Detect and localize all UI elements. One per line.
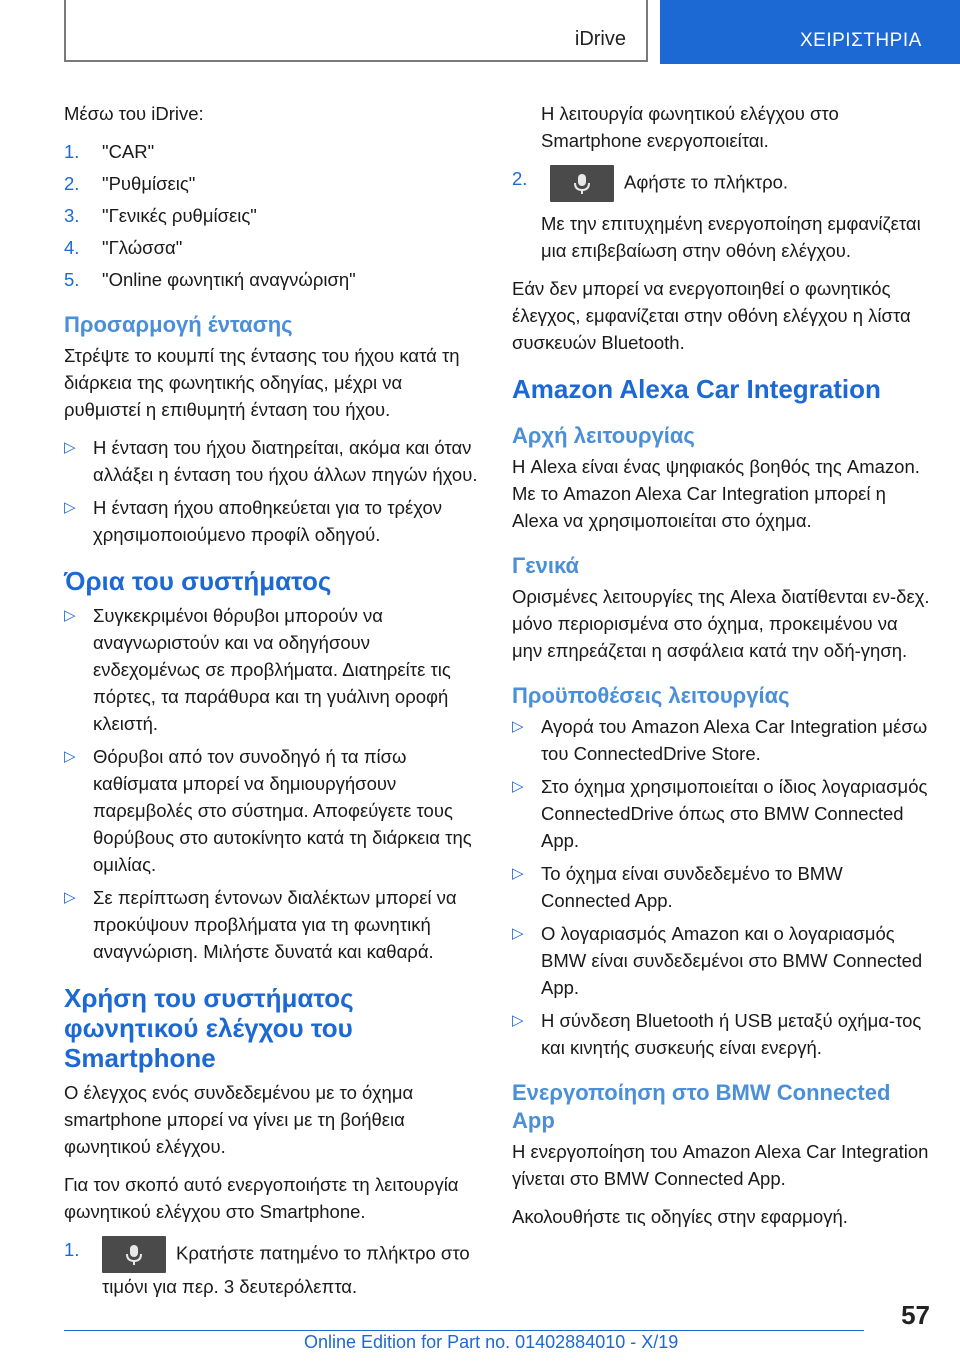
header-chapter-tab: ΧΕΙΡΙΣΤΗΡΙΑ xyxy=(660,0,960,64)
triangle-right-outline-icon: ▷ xyxy=(512,865,524,882)
smartphone-steps xyxy=(64,1236,480,1300)
step-text: "CAR" xyxy=(102,141,155,162)
list-item xyxy=(64,743,480,878)
page-number: 57 xyxy=(901,1300,930,1330)
bullet-text: Στο όχημα χρησιμοποιείται ο ίδιος λογαριασμός ConnectedDrive όπως στο BMW Connected App. xyxy=(541,776,928,851)
list-item xyxy=(64,1236,480,1300)
bullet-text: Αγορά του Amazon Alexa Car Integration μέσω του ConnectedDrive Store. xyxy=(541,716,928,764)
list-item xyxy=(64,138,480,165)
triangle-right-outline-icon: ▷ xyxy=(64,439,76,456)
bullet-text: Η ένταση του ήχου διατηρείται, ακόμα και όταν αλλάξει η ένταση του ήχου άλλων πηγών ήχου. xyxy=(93,437,478,485)
smartphone-steps-continued xyxy=(512,165,932,202)
prereq-bullets xyxy=(512,713,932,1061)
microphone-icon xyxy=(124,1244,144,1266)
intro-text: Μέσω του iDrive: xyxy=(64,103,204,124)
step2-result: Με την επιτυχημένη ενεργοποίηση εμφανίζεται μια επιβεβαίωση στην οθόνη ελέγχου. xyxy=(541,213,921,261)
activate-paragraph-2: Ακολουθήστε τις οδηγίες στην εφαρμογή. xyxy=(512,1206,848,1227)
list-item xyxy=(64,234,480,261)
header-frame xyxy=(64,0,648,62)
step-number: 4. xyxy=(64,237,80,258)
left-column xyxy=(64,100,480,1308)
step-text: "Γενικές ρυθμίσεις" xyxy=(102,205,257,226)
list-item xyxy=(512,713,932,767)
limits-bullets xyxy=(64,602,480,965)
triangle-right-outline-icon: ▷ xyxy=(512,925,524,942)
smartphone-paragraph-2: Για τον σκοπό αυτό ενεργοποιήστε τη λειτουργία φωνητικού ελέγχου στο Smartphone. xyxy=(64,1174,459,1222)
triangle-right-outline-icon: ▷ xyxy=(64,607,76,624)
list-item xyxy=(64,884,480,965)
principle-heading: Αρχή λειτουργίας xyxy=(512,423,695,448)
step1-result: Η λειτουργία φωνητικού ελέγχου στο Smartphone ενεργοποιείται. xyxy=(541,103,839,151)
footer-divider xyxy=(64,1330,864,1331)
general-heading: Γενικά xyxy=(512,553,580,578)
volume-bullets xyxy=(64,434,480,548)
triangle-right-outline-icon: ▷ xyxy=(64,499,76,516)
footer-edition: Online Edition for Part no. 01402884010 - X/19 xyxy=(304,1332,679,1352)
step-number: 1. xyxy=(64,1239,80,1260)
list-item xyxy=(64,434,480,488)
step-number: 2. xyxy=(64,173,80,194)
list-item xyxy=(512,1007,932,1061)
triangle-right-outline-icon: ▷ xyxy=(512,778,524,795)
header-section: iDrive xyxy=(574,28,626,50)
step-text: "Γλώσσα" xyxy=(102,237,183,258)
list-item xyxy=(64,494,480,548)
fail-text: Εάν δεν μπορεί να ενεργοποιηθεί ο φωνητικός έλεγχος, εμφανίζεται στην οθόνη ελέγχου η λίστα συσκευών Bluetooth. xyxy=(512,278,911,353)
list-item xyxy=(64,266,480,293)
activate-heading: Ενεργοποίηση στο BMW Connected App xyxy=(512,1080,891,1133)
list-item xyxy=(512,165,932,202)
smartphone-paragraph-1: Ο έλεγχος ενός συνδεδεμένου με το όχημα smartphone μπορεί να γίνει με τη βοήθεια φωνητικού ελέγχου. xyxy=(64,1082,414,1157)
list-item xyxy=(64,202,480,229)
bullet-text: Η ένταση ήχου αποθηκεύεται για το τρέχον χρησιμοποιούμενο προφίλ οδηγού. xyxy=(93,497,443,545)
step-text: "Ρυθμίσεις" xyxy=(102,173,196,194)
principle-text: Η Alexa είναι ένας ψηφιακός βοηθός της Amazon. Με το Amazon Alexa Car Integration μπορεί η Alexa να χρησιμοποιείται στο όχημα. xyxy=(512,456,920,531)
prereq-heading: Προϋποθέσεις λειτουργίας xyxy=(512,683,790,708)
bullet-text: Θόρυβοι από τον συνοδηγό ή τα πίσω καθίσματα μπορεί να δημιουργήσουν παρεμβολές στο σύστημα. Αποφεύγετε τους θορύβους στο αυτοκίνητο κατά τη διάρκεια της ομιλίας. xyxy=(93,746,472,875)
menu-path-list xyxy=(64,138,480,293)
volume-heading: Προσαρμογή έντασης xyxy=(64,312,293,337)
activate-paragraph-1: Η ενεργοποίηση του Amazon Alexa Car Integration γίνεται στο BMW Connected App. xyxy=(512,1141,929,1189)
step-text: Αφήστε το πλήκτρο. xyxy=(624,171,789,193)
microphone-icon xyxy=(572,173,592,195)
step-text: Κρατήστε πατημένο το πλήκτρο στο τιμόνι για περ. 3 δευτερόλεπτα. xyxy=(102,1242,470,1297)
alexa-heading: Amazon Alexa Car Integration xyxy=(512,374,881,404)
step-text: "Online φωνητική αναγνώριση" xyxy=(102,269,356,290)
triangle-right-outline-icon: ▷ xyxy=(512,1012,524,1029)
bullet-text: Το όχημα είναι συνδεδεμένο το BMW Connected App. xyxy=(541,863,843,911)
steering-wheel-voice-button xyxy=(550,165,614,202)
step-number: 2. xyxy=(512,168,528,189)
limits-heading: Όρια του συστήματος xyxy=(64,566,332,596)
triangle-right-outline-icon: ▷ xyxy=(64,889,76,906)
list-item xyxy=(512,860,932,914)
list-item xyxy=(512,920,932,1001)
list-item xyxy=(64,602,480,737)
right-column xyxy=(512,100,932,1241)
step-number: 1. xyxy=(64,141,80,162)
general-text: Ορισμένες λειτουργίες της Alexa διατίθενται εν-δεχ. μόνο περιορισμένα στο όχημα, προκειμένου να μην επηρεάζεται η ασφάλεια κατά την οδή-γηση. xyxy=(512,586,930,661)
bullet-text: Σε περίπτωση έντονων διαλέκτων μπορεί να προκύψουν προβλήματα για τη φωνητική αναγνώριση. Μιλήστε δυνατά και καθαρά. xyxy=(93,887,457,962)
step-number: 5. xyxy=(64,269,80,290)
list-item xyxy=(64,170,480,197)
steering-wheel-voice-button xyxy=(102,1236,166,1273)
triangle-right-outline-icon: ▷ xyxy=(512,718,524,735)
list-item xyxy=(512,773,932,854)
bullet-text: Η σύνδεση Bluetooth ή USB μεταξύ οχήμα-τος και κινητής συσκευής είναι ενεργή. xyxy=(541,1010,922,1058)
step-number: 3. xyxy=(64,205,80,226)
bullet-text: Ο λογαριασμός Amazon και ο λογαριασμός BMW είναι συνδεδεμένοι στο BMW Connected App. xyxy=(541,923,923,998)
volume-text: Στρέψτε το κουμπί της έντασης του ήχου κατά τη διάρκεια της φωνητικής οδηγίας, μέχρι να ρυθμιστεί η επιθυμητή ένταση του ήχου. xyxy=(64,345,460,420)
smartphone-heading: Χρήση του συστήματος φωνητικού ελέγχου του Smartphone xyxy=(64,983,354,1073)
triangle-right-outline-icon: ▷ xyxy=(64,748,76,765)
bullet-text: Συγκεκριμένοι θόρυβοι μπορούν να αναγνωριστούν και να οδηγήσουν ενδεχομένως σε προβλήματα. Διατηρείτε τις πόρτες, τα παράθυρα και τη γυάλινη οροφή κλειστή. xyxy=(93,605,451,734)
